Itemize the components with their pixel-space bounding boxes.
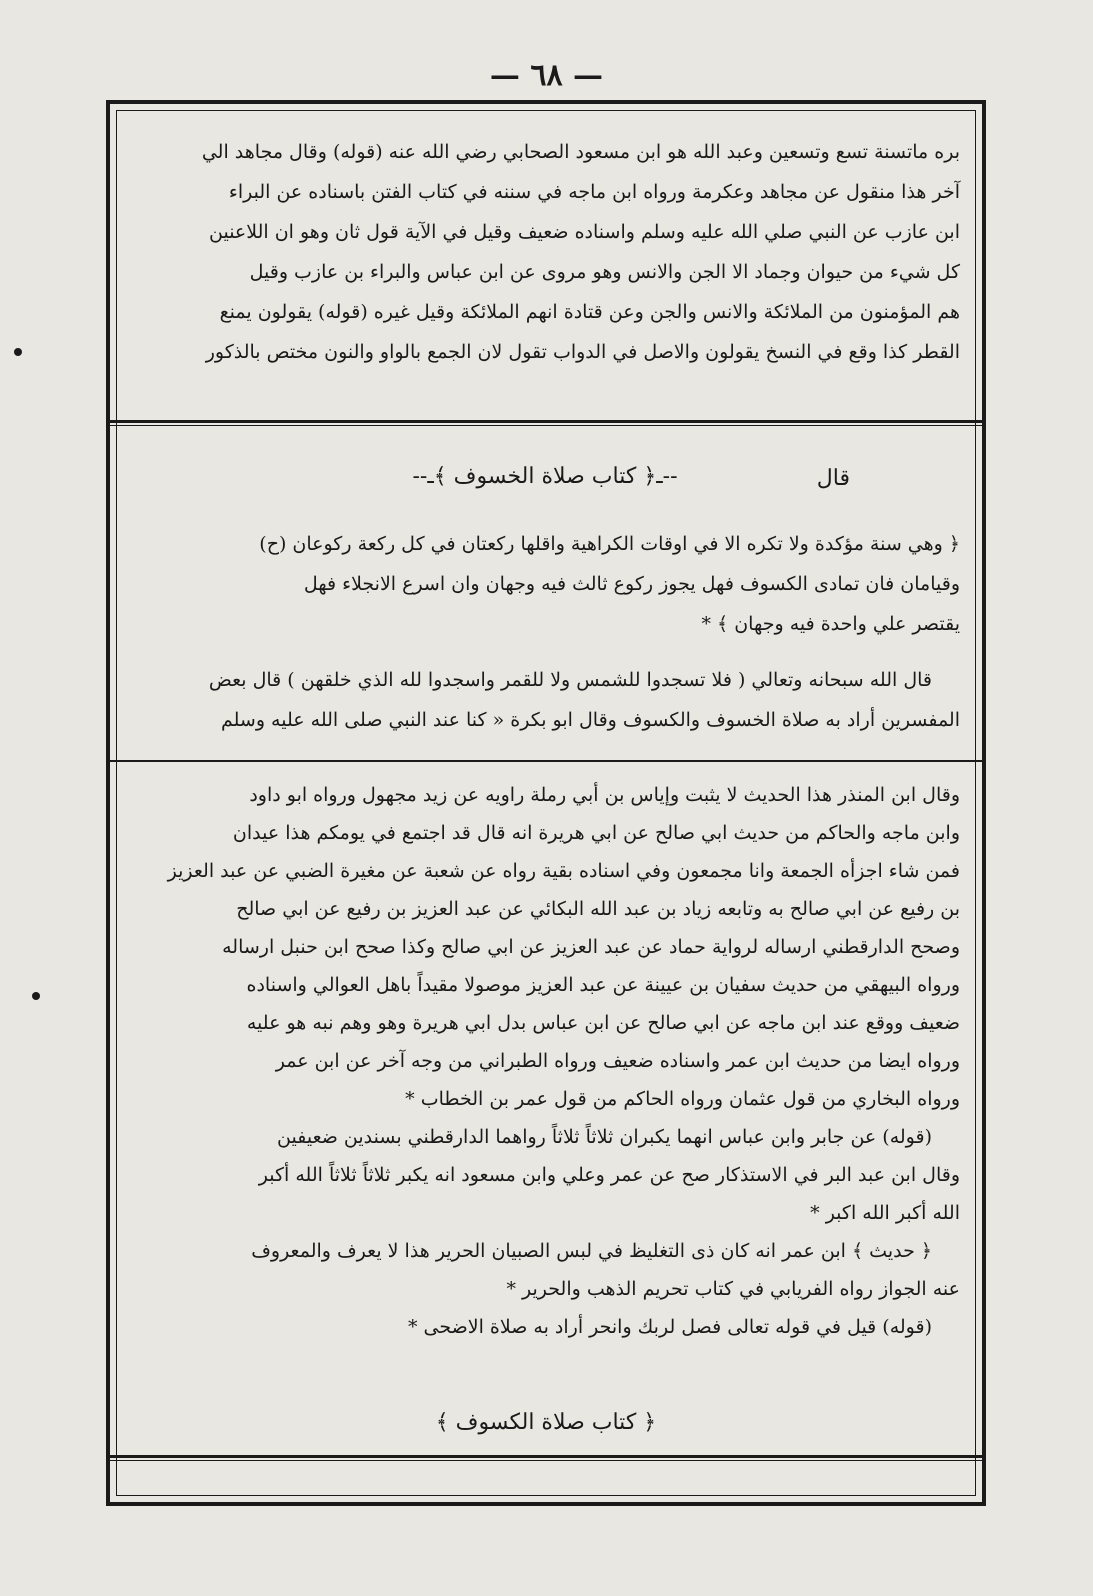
top-commentary	[130, 132, 960, 372]
text-line: وصحح الدارقطني ارساله لرواية حماد عن عبد العزيز عن ابي صالح وكذا صحح ابن حنبل ارساله	[222, 936, 960, 958]
text-line: ﴿ وهي سنة مؤكدة ولا تكره الا في اوقات الكراهية واقلها ركعتان في كل ركعة ركوعان (ح)	[259, 533, 960, 555]
text-line: (قوله) قيل في قوله تعالى فصل لربك وانحر أراد به صلاة الاضحى *	[408, 1316, 932, 1338]
footnote-divider	[106, 760, 986, 762]
page-number: — ٦٨ —	[489, 58, 604, 93]
text-line: وقال ابن عبد البر في الاستذكار صح عن عمر وعلي وابن مسعود انه يكبر ثلاثاً ثلاثاً الله أكبر	[258, 1164, 960, 1186]
text-line: آخر هذا منقول عن مجاهد وعكرمة ورواه ابن ماجه في سننه في كتاب الفتن باسناده عن البراء	[228, 181, 960, 203]
sharh-text	[130, 660, 960, 740]
bottom-divider	[106, 1455, 986, 1461]
text-line: وقيامان فان تمادى الكسوف فهل يجوز ركوع ثالث فيه وجهان وان اسرع الانجلاء فهل	[303, 573, 960, 595]
text-line: كل شيء من حيوان وجماد الا الجن والانس وهو مروى عن ابن عباس والبراء بن عازب وقيل	[249, 261, 960, 283]
text-line: ضعيف ووقع عند ابن ماجه عن ابي صالح عن ابن عباس بدل ابي هريرة وهو وهم نبه هو عليه	[246, 1012, 960, 1034]
text-line: ورواه ايضا من حديث ابن عمر واسناده ضعيف ورواه الطبراني من وجه آخر عن ابن عمر	[275, 1050, 960, 1072]
text-line: عنه الجواز رواه الفريابي في كتاب تحريم الذهب والحرير *	[506, 1278, 960, 1300]
text-line: بره ماتسنة تسع وتسعين وعبد الله هو ابن مسعود الصحابي رضي الله عنه (قوله) وقال مجاهد الي	[201, 141, 960, 163]
text-line: القطر كذا وقع في النسخ يقولون والاصل في الدواب تقول لان الجمع بالواو والنون مختص بالذكور	[205, 341, 960, 363]
text-line: يقتصر علي واحدة فيه وجهان ﴾ *	[701, 613, 960, 635]
text-line: وابن ماجه والحاكم من حديث ابي صالح عن ابي هريرة انه قال قد اجتمع في يومكم هذا عيدان	[232, 822, 960, 844]
margin-dot	[32, 992, 40, 1000]
text-line: فمن شاء اجزأه الجمعة وانا مجمعون وفي اسناده بقية رواه عن شعبة عن مغيرة الضبي عن عبد العزيز	[167, 860, 960, 882]
text-line: الله أكبر الله اكبر *	[810, 1202, 960, 1224]
text-line: ﴿ حديث ﴾ ابن عمر انه كان ذى التغليظ في لبس الصبيان الحرير هذا لا يعرف والمعروف	[251, 1240, 932, 1262]
matn-text	[130, 524, 960, 644]
text-line: (قوله) عن جابر وابن عباس انهما يكبران ثلاثاً ثلاثاً رواهما الدارقطني بسندين ضعيفين	[277, 1126, 932, 1148]
text-line: وقال ابن المنذر هذا الحديث لا يثبت وإياس بن أبي رملة راويه عن زيد مجهول ورواه ابو داود	[249, 784, 960, 806]
heading-qal: قال	[816, 466, 850, 491]
text-line: ورواه البخاري من قول عثمان ورواه الحاكم من قول عمر بن الخطاب *	[405, 1088, 960, 1110]
section-divider	[106, 420, 986, 426]
margin-dot	[14, 348, 22, 356]
footer-chapter-title: ﴿ كتاب صلاة الكسوف ﴾	[435, 1410, 657, 1435]
text-line: ابن عازب عن النبي صلي الله عليه وسلم واسناده ضعيف وقيل في الآية قول ثان وهو ان اللاعنين	[209, 221, 960, 243]
bottom-commentary	[130, 776, 960, 1346]
text-line: قال الله سبحانه وتعالي ( فلا تسجدوا للشمس ولا للقمر واسجدوا لله الذي خلقهن ) قال بعض	[208, 669, 932, 691]
text-line: ورواه البيهقي من حديث سفيان بن عيينة عن عبد العزيز موصولا مقيداً باهل العوالي واسناده	[246, 974, 960, 996]
text-line: المفسرين أراد به صلاة الخسوف والكسوف وقال ابو بكرة « كنا عند النبي صلى الله عليه وسلم	[220, 709, 960, 731]
text-line: هم المؤمنون من الملائكة والانس والجن وعن قتادة انهم الملائكة وقيل غيره (قوله) يقولون يمنع	[219, 301, 960, 323]
chapter-title: --ـ﴿ كتاب صلاة الخسوف ﴾ـ--	[412, 464, 678, 489]
chapter-heading	[130, 462, 960, 502]
text-line: بن رفيع عن ابي صالح به وتابعه زياد بن عبد الله البكائي عن عبد العزيز بن رفيع عن ابي صالح	[236, 898, 960, 920]
